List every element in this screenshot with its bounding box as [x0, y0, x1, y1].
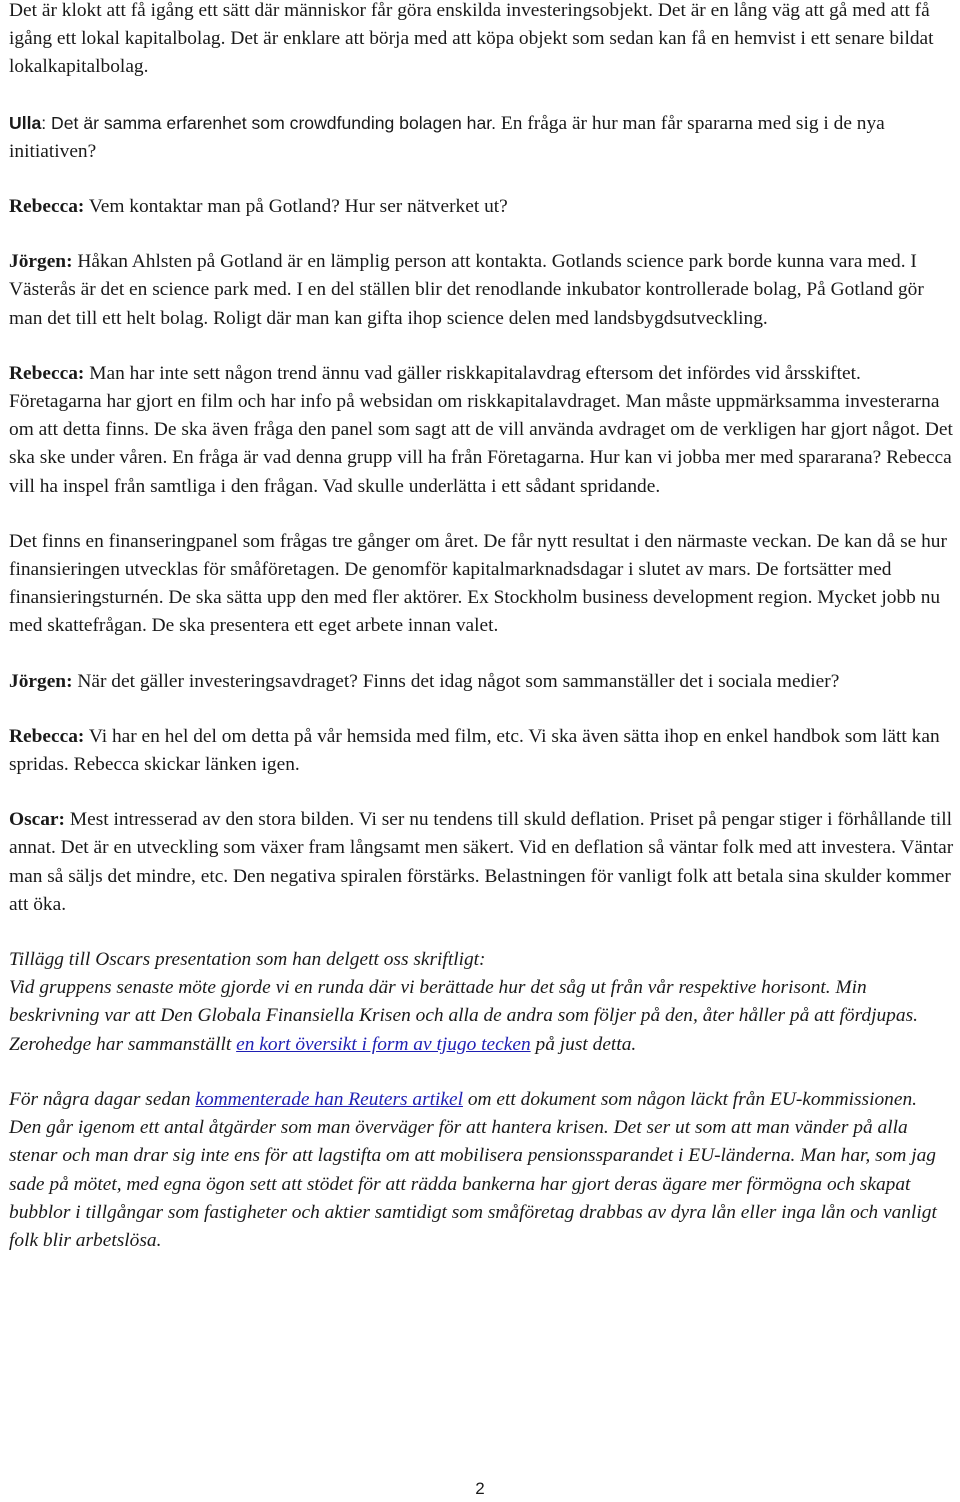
oscar-deflation-text: Mest intresserad av den stora bilden. Vi ser nu tendens till skuld deflation. Priset på pengar stiger i förhållande till annat. Det är en utveckling som växer fram långsamt men säkert. Vid en deflation så väntar folk med att investera. Väntar man så säljs det mindre, etc. Den negativa spiralen förstärks. Belastningen för vanligt folk att betala sina skulder kommer att öka.: [9, 809, 954, 915]
speaker-oscar: Oscar:: [9, 809, 65, 831]
oscar-written-addition: [9, 946, 954, 1255]
rebecca-contact-text: Vem kontaktar man på Gotland? Hur ser nätverket ut?: [84, 196, 508, 218]
jorgen-gotland-text: Håkan Ahlsten på Gotland är en lämplig person att kontakta. Gotlands science park borde kunna vara med. I Västerås är det en science park med. I en del ställen blir det renodlande inkubator kontrollerade bolag, På Gotland gör man det till ett helt bolag. Roligt där man kan gifta ihop science delen med landsbygdsutveckling.: [9, 251, 924, 329]
jorgen-investeringsavdrag-text: När det gäller investeringsavdraget? Finns det idag något som sammanställer det i sociala medier?: [72, 670, 840, 692]
speaker-jorgen: Jörgen:: [9, 670, 73, 692]
ulla-colon: :: [41, 112, 47, 133]
ulla-text-serif: En fråga är hur man får spararna med sig i de nya initiativen?: [9, 112, 885, 162]
crisis-text-before: Vid gruppens senaste möte gjorde vi en runda där vi berättade hur det såg ut från vår respektive horisont. Min beskrivning var att Den Globala Finansiella Krisen och alla de andra som följer på den, åter håller på att fördjupas. Zerohedge har sammanställt: [9, 977, 918, 1055]
paragraph-rebecca-riskkapital: [9, 360, 954, 501]
speaker-ulla: Ulla: [9, 112, 42, 133]
paragraph-rebecca-hemsida: [9, 723, 954, 779]
page-number: 2: [475, 1479, 485, 1498]
ulla-text-sans: Det är samma erfarenhet som crowdfunding bolagen har.: [46, 112, 497, 133]
paragraph-ulla: [9, 109, 954, 166]
addition-paragraph-reuters: [9, 1086, 954, 1255]
speaker-rebecca: Rebecca:: [9, 196, 85, 218]
paragraph-jorgen-investeringsavdrag: [9, 668, 954, 696]
reuters-text-after: om ett dokument som någon läckt från EU-kommissionen. Den går igenom ett antal åtgärder som man överväger för att hantera krisen. Det ser ut som att man vänder på alla stenar och man drar sig inte ens för att lagstifta om att mobilisera pensionssparandet i EU-länderna. Man har, som jag sade på mötet, med egna ögon sett att stödet för att rädda bankerna har gjort deras ägare mer förmögna och skapat bubblor i tillgångar som fastigheter och aktier samtidigt som småföretag drabbas av dyra lån eller inga lån och vanligt folk blir arbetslösa.: [9, 1088, 937, 1251]
paragraph-rebecca-contact: [9, 193, 954, 221]
speaker-rebecca: Rebecca:: [9, 725, 85, 747]
paragraph-jorgen-gotland: [9, 248, 954, 333]
speaker-jorgen: Jörgen:: [9, 251, 73, 273]
rebecca-hemsida-text: Vi har en hel del om detta på vår hemsida med film, etc. Vi ska även sätta ihop en enkel handbok som lätt kan spridas. Rebecca skickar länken igen.: [9, 725, 940, 776]
reuters-article-link[interactable]: kommenterade han Reuters artikel: [195, 1088, 463, 1110]
paragraph-local-capital: Det är klokt att få igång ett sätt där människor får göra enskilda investeringsobjekt. Det är en lång väg att gå med att få igång ett lokal kapitalbolag. Det är enklare att börja med att köpa objekt som sedan kan få en hemvist i ett senare bildat lokalkapitalbolag.: [9, 0, 934, 78]
paragraph-oscar-deflation: [9, 806, 954, 919]
addition-heading: Tillägg till Oscars presentation som han delgett oss skriftligt:: [9, 949, 486, 971]
addition-paragraph-crisis: [9, 974, 954, 1059]
reuters-text-before: För några dagar sedan: [9, 1088, 196, 1110]
zerohedge-link[interactable]: en kort översikt i form av tjugo tecken: [236, 1033, 531, 1055]
crisis-text-after: på just detta.: [530, 1033, 637, 1055]
speaker-rebecca: Rebecca:: [9, 362, 85, 384]
ulla-intro: [9, 113, 496, 133]
document-page: [9, 0, 954, 1282]
rebecca-riskkapital-text: Man har inte sett någon trend ännu vad gäller riskkapitalavdrag eftersom det infördes vid årsskiftet. Företagarna har gjort en film och har info på websidan om riskkapitalavdraget. Man måste uppmärksamma investerarna om att detta finns. De ska även fråga den panel som sagt att de vill använda avdraget om de verkligen har gjort något. Det ska ske under våren. En fråga är vad denna grupp vill ha från Företagarna. Hur kan vi jobba mer med spararana? Rebecca vill ha inspel från samtliga i den frågan. Vad skulle underlätta i ett sådant spridande.: [9, 362, 953, 497]
paragraph-finansieringspanel: Det finns en finanseringpanel som frågas tre gånger om året. De får nytt resultat i den närmaste veckan. De kan då se hur finansieringen utvecklas för småföretagen. De genomför kapitalmarknadsdagar i slutet av mars. De fortsätter med finansieringsturnén. De ska sätta upp den med fler aktörer. Ex Stockholm business development region. Mycket jobb nu med skattefrågan. De ska presentera ett eget arbete innan valet.: [9, 530, 947, 637]
